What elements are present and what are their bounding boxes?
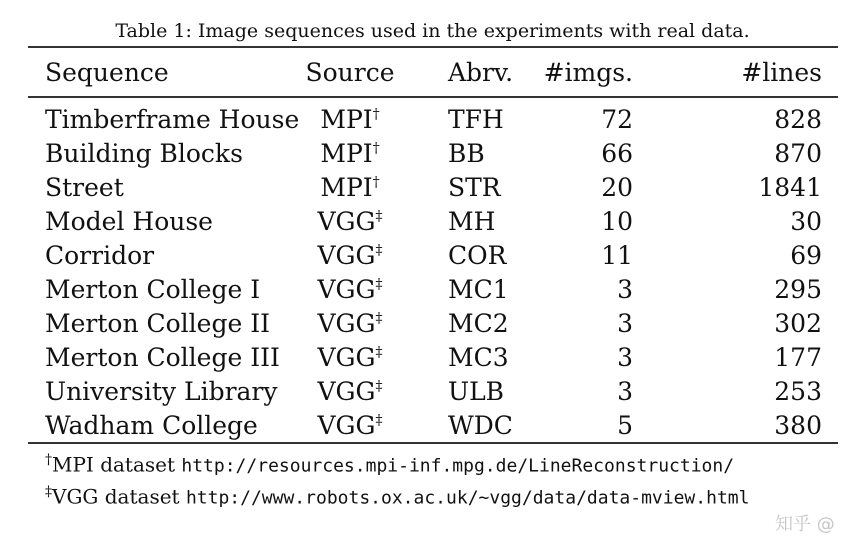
abbreviation: ULB (448, 376, 505, 406)
column-header: #imgs. (543, 57, 633, 87)
sequence-cell (28, 408, 300, 442)
watermark: 知乎 @ (775, 514, 835, 535)
source-mark: † (372, 140, 380, 157)
column-header: Sequence (45, 57, 169, 87)
sequences-table (28, 52, 838, 442)
line-count: 177 (774, 342, 822, 372)
image-count: 11 (601, 240, 633, 270)
source-mark: ‡ (375, 310, 383, 327)
bottom-rule (28, 442, 838, 444)
abbreviation: STR (448, 172, 501, 202)
source: VGG (317, 206, 376, 236)
source: VGG (317, 308, 376, 338)
source-cell (300, 408, 400, 442)
abbreviation-cell (400, 170, 543, 204)
table-row (28, 204, 838, 238)
sequence-cell (28, 340, 300, 374)
line-count-cell (633, 408, 838, 442)
sequence: Wadham College (45, 410, 258, 440)
line-count-cell (633, 170, 838, 204)
image-count-cell (543, 306, 633, 340)
line-count-cell (633, 374, 838, 408)
table-caption: Table 1: Image sequences used in the experiments with real data. (115, 20, 750, 42)
footnote-mark: ‡ (45, 484, 52, 500)
abbreviation-cell (400, 272, 543, 306)
line-count: 253 (774, 376, 822, 406)
source-cell (300, 340, 400, 374)
abbreviation-cell (400, 340, 543, 374)
line-count-cell (633, 306, 838, 340)
abbreviation: BB (448, 138, 485, 168)
sequence: Corridor (45, 240, 155, 270)
source: VGG (317, 410, 376, 440)
line-count: 69 (790, 240, 822, 270)
abbreviation: MH (448, 206, 496, 236)
source-mark: † (372, 174, 380, 191)
sequence-cell (28, 272, 300, 306)
sequence-cell (28, 204, 300, 238)
sequence: Merton College II (45, 308, 270, 338)
source: VGG (317, 342, 376, 372)
source: VGG (317, 274, 376, 304)
image-count: 3 (617, 376, 633, 406)
source-cell (300, 204, 400, 238)
source-cell (300, 374, 400, 408)
source: VGG (317, 240, 376, 270)
abbreviation-cell (400, 306, 543, 340)
source-cell (300, 272, 400, 306)
abbreviation-cell (400, 374, 543, 408)
sequence-cell (28, 306, 300, 340)
abbreviation: WDC (448, 410, 513, 440)
sequence: Merton College III (45, 342, 280, 372)
sequence-cell (28, 374, 300, 408)
line-count-cell (633, 340, 838, 374)
image-count: 20 (601, 172, 633, 202)
table-row (28, 306, 838, 340)
source-cell (300, 306, 400, 340)
sequence: Merton College I (45, 274, 261, 304)
source-mark: ‡ (375, 412, 383, 429)
footnote-mpi (45, 452, 734, 477)
sequence-cell (28, 170, 300, 204)
table-row (28, 374, 838, 408)
image-count-cell (543, 170, 633, 204)
image-count: 72 (601, 104, 633, 134)
source-mark: ‡ (375, 344, 383, 361)
line-count: 1841 (758, 172, 822, 202)
source-mark: ‡ (375, 378, 383, 395)
abbreviation-cell (400, 136, 543, 170)
image-count: 5 (617, 410, 633, 440)
line-count-cell (633, 272, 838, 306)
source-mark: ‡ (375, 242, 383, 259)
image-count-cell (543, 340, 633, 374)
sequence-cell (28, 136, 300, 170)
footnote-url[interactable]: http://www.robots.ox.ac.uk/~vgg/data/data-mview.html (185, 487, 750, 509)
image-count: 10 (601, 206, 633, 236)
image-count: 3 (617, 342, 633, 372)
footnote-text: VGG dataset (52, 484, 186, 509)
table-row (28, 340, 838, 374)
footnote-url[interactable]: http://resources.mpi-inf.mpg.de/LineReconstruction/ (181, 455, 735, 477)
image-count-cell (543, 204, 633, 238)
line-count: 295 (774, 274, 822, 304)
table-row (28, 136, 838, 170)
table-row (28, 408, 838, 442)
sequence: Street (45, 172, 124, 202)
source-mark: ‡ (375, 208, 383, 225)
source-cell (300, 136, 400, 170)
sequence: Building Blocks (45, 138, 243, 168)
image-count: 3 (617, 274, 633, 304)
line-count-cell (633, 238, 838, 272)
image-count-cell (543, 96, 633, 136)
line-count: 828 (774, 104, 822, 134)
source-mark: † (372, 106, 380, 123)
line-count: 30 (790, 206, 822, 236)
column-header: Abrv. (448, 57, 514, 87)
image-count-cell (543, 136, 633, 170)
source-cell (300, 170, 400, 204)
footnote-text: MPI dataset (52, 452, 182, 477)
abbreviation-cell (400, 238, 543, 272)
abbreviation: MC2 (448, 308, 509, 338)
image-count: 66 (601, 138, 633, 168)
sequence-cell (28, 238, 300, 272)
sequence: Timberframe House (45, 104, 300, 134)
abbreviation-cell (400, 408, 543, 442)
footnote-vgg (45, 484, 749, 509)
source-cell (300, 238, 400, 272)
table-row (28, 96, 838, 136)
line-count: 870 (774, 138, 822, 168)
sequence: University Library (45, 376, 278, 406)
line-count: 380 (774, 410, 822, 440)
line-count-cell (633, 204, 838, 238)
image-count-cell (543, 374, 633, 408)
abbreviation-cell (400, 96, 543, 136)
table-row (28, 238, 838, 272)
table-row (28, 170, 838, 204)
abbreviation: TFH (448, 104, 504, 134)
abbreviation: MC1 (448, 274, 509, 304)
source: MPI (320, 172, 373, 202)
top-rule (28, 46, 838, 48)
line-count: 302 (774, 308, 822, 338)
source-mark: ‡ (375, 276, 383, 293)
source-cell (300, 96, 400, 136)
footnote-mark: † (45, 452, 52, 468)
column-header: #lines (741, 57, 822, 87)
abbreviation: MC3 (448, 342, 509, 372)
line-count-cell (633, 136, 838, 170)
source: MPI (320, 104, 373, 134)
sequence-cell (28, 96, 300, 136)
abbreviation-cell (400, 204, 543, 238)
image-count: 3 (617, 308, 633, 338)
image-count-cell (543, 238, 633, 272)
sequence: Model House (45, 206, 213, 236)
line-count-cell (633, 96, 838, 136)
image-count-cell (543, 272, 633, 306)
image-count-cell (543, 408, 633, 442)
source: VGG (317, 376, 376, 406)
abbreviation: COR (448, 240, 507, 270)
source: MPI (320, 138, 373, 168)
column-header: Source (305, 57, 395, 87)
table-row (28, 272, 838, 306)
